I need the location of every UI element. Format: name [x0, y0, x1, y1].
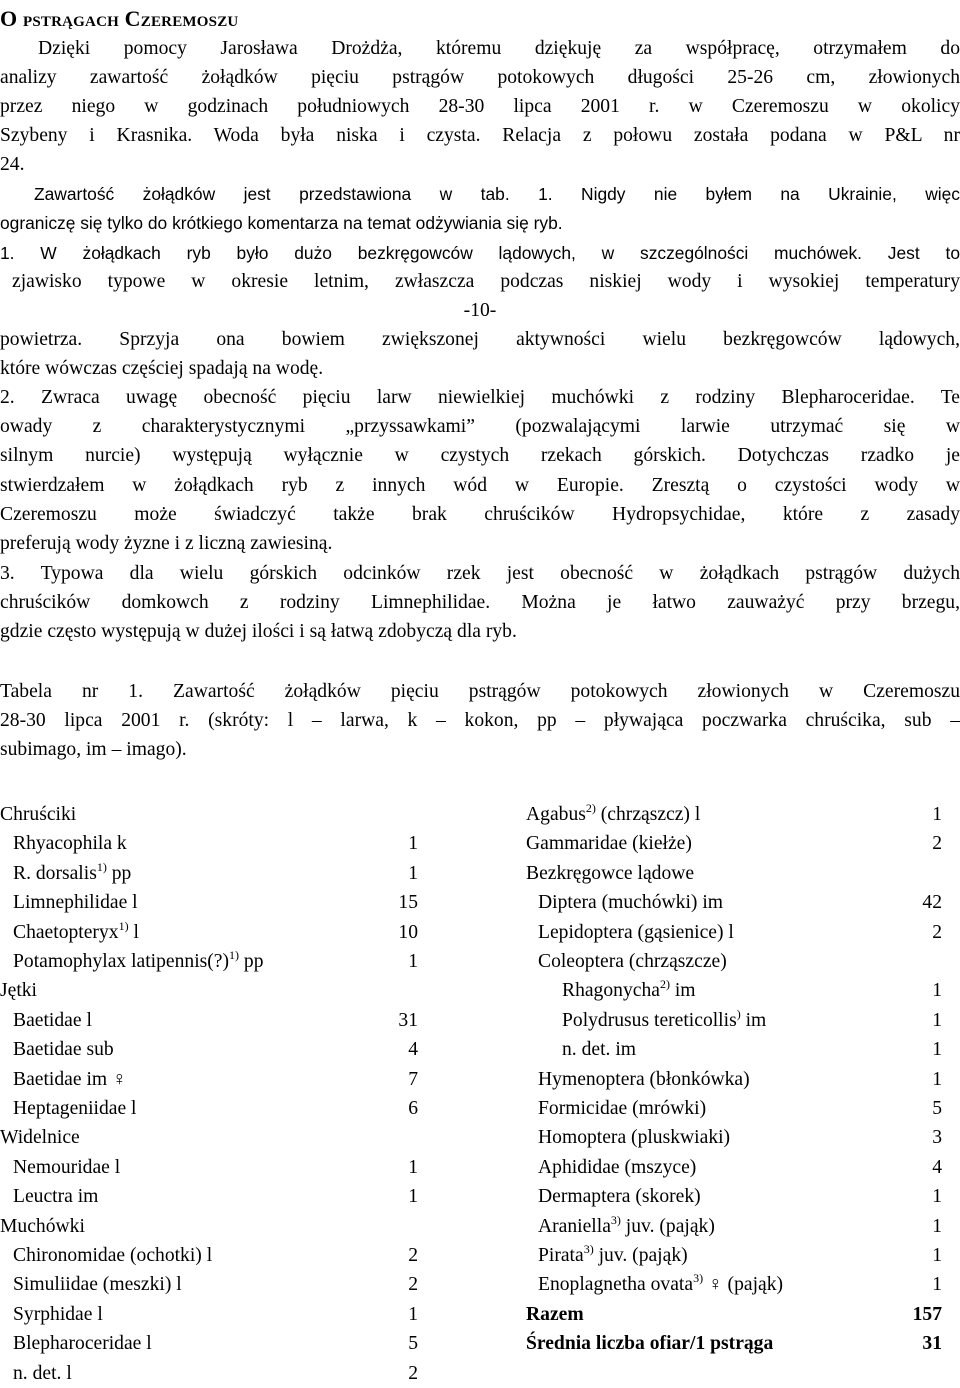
count-value: 1: [932, 1215, 942, 1237]
taxon-label: [0, 980, 37, 1002]
taxon-name: Dermaptera (skorek): [538, 1186, 701, 1208]
taxon-label: [562, 977, 696, 1002]
taxon-suffix: ♀ (pająk): [703, 1274, 784, 1296]
taxon-name: Enoplagnetha ovata: [538, 1274, 694, 1296]
text-line: 1. W żołądkach ryb było dużo bezkręgowców lądowych, w szczególności muchówek. Jest to: [0, 243, 960, 263]
text-line: analizy zawartość żołądków pięciu pstrągów potokowych długości 25-26 cm, złowionych: [0, 67, 960, 88]
count-value: 6: [408, 1098, 418, 1119]
taxon-name: Rhyacophila k: [13, 833, 127, 855]
count-value: 2: [932, 921, 942, 943]
taxon-label: [13, 1245, 212, 1267]
taxon-label: [526, 801, 701, 826]
footnote-marker: 2): [659, 977, 670, 992]
taxon-name: Chaetopteryx: [13, 921, 119, 943]
count-value: 1: [932, 980, 942, 1002]
taxon-name: Gammaridae (kiełże): [526, 833, 692, 855]
count-value: 1: [932, 804, 942, 825]
text-line: ograniczę się tylko do krótkiego komentarza na temat odżywiania się ryb.: [0, 213, 563, 233]
taxon-name: Araniella: [538, 1215, 611, 1237]
count-value: 42: [922, 892, 942, 914]
taxon-label: [13, 1039, 114, 1061]
taxon-name: Leuctra im: [13, 1186, 99, 1208]
footnote-marker: 3): [583, 1242, 594, 1256]
taxon-name: Simuliidae (meszki) l: [13, 1274, 182, 1296]
count-value: 7: [408, 1068, 418, 1090]
footnote-marker: 3): [610, 1212, 621, 1227]
count-value: 5: [408, 1333, 418, 1355]
taxon-name: Diptera (muchówki) im: [538, 892, 724, 914]
taxon-suffix: im: [740, 1009, 767, 1031]
taxon-name: Homoptera (pluskwiaki): [538, 1127, 731, 1149]
footnote-marker: 2): [585, 801, 596, 815]
taxon-label: [13, 1333, 152, 1355]
taxon-name: Agabus: [526, 804, 586, 825]
taxon-name: Lepidoptera (gąsienice) l: [538, 921, 734, 943]
text-line: Tabela nr 1. Zawartość żołądków pięciu pstrągów potokowych złowionych w Czeremoszu: [0, 681, 960, 702]
count-value: 1: [932, 1009, 942, 1031]
taxon-label: [538, 951, 727, 973]
count-value: 157: [912, 1303, 942, 1325]
count-value: 1: [932, 1274, 942, 1296]
taxon-name: Rhagonycha: [562, 980, 660, 1002]
taxon-name: Średnia liczba ofiar/1 pstrąga: [526, 1333, 774, 1355]
taxon-name: Polydrusus tereticollis: [562, 1009, 737, 1031]
text-line: 24.: [0, 154, 25, 175]
taxon-name: Blepharoceridae l: [13, 1333, 152, 1355]
count-value: 1: [408, 1156, 418, 1178]
page-title: O pstrągach Czeremoszu: [0, 6, 239, 31]
text-line: owady z charakterystycznymi „przyssawkami” (pozwalającymi larwie utrzymać się w: [0, 416, 960, 437]
count-value: 1: [408, 833, 418, 855]
taxon-name: Baetidae sub: [13, 1039, 114, 1061]
taxon-label: [538, 1098, 706, 1120]
taxon-label: [13, 918, 139, 944]
taxon-label: [538, 892, 723, 914]
text-line: 3. Typowa dla wielu górskich odcinków rzek jest obecność w żołądkach pstrągów dużych: [0, 563, 960, 584]
taxon-name: R. dorsalis: [13, 862, 97, 884]
count-value: 1: [932, 1245, 942, 1266]
text-line: Dzięki pomocy Jarosława Drożdża, któremu dziękuję za współpracę, otrzymałem do: [38, 38, 960, 59]
taxon-suffix: pp: [106, 862, 132, 884]
text-line: które wówczas częściej spadają na wodę.: [0, 358, 324, 379]
count-value: 1: [932, 1186, 942, 1208]
taxon-name: Coleoptera (chrząszcze): [538, 951, 727, 972]
taxon-name: Potamophylax latipennis(?): [13, 951, 230, 972]
taxon-label: [13, 1186, 98, 1208]
taxon-label: [538, 1271, 784, 1296]
taxon-label: [538, 922, 734, 944]
taxon-name: Formicidae (mrówki): [538, 1098, 707, 1119]
footnote-marker: 1): [118, 918, 129, 933]
taxon-name: Widelnice: [0, 1127, 80, 1149]
text-line: zjawisko typowe w okresie letnim, zwłaszcza podczas niskiej wody i wysokiej temperatury: [12, 271, 960, 292]
count-value: 1: [408, 1303, 418, 1325]
count-value: 31: [922, 1333, 942, 1355]
footnote-marker: 1): [96, 859, 107, 874]
taxon-label: [13, 948, 264, 973]
text-line: subimago, im – imago).: [0, 739, 187, 760]
footnote-marker: 3): [693, 1271, 704, 1286]
taxon-label: [13, 1304, 103, 1326]
count-value: 1: [932, 1039, 942, 1061]
taxon-name: n. det. l: [13, 1362, 72, 1384]
taxon-label: [13, 892, 138, 914]
text-line: 2. Zwraca uwagę obecność pięciu larw niewielkiej muchówki z rodziny Blepharoceridae. Te: [0, 387, 960, 408]
count-value: 31: [398, 1009, 418, 1031]
count-value: 2: [408, 1362, 418, 1384]
text-line: -10-: [463, 300, 497, 321]
text-line: stwierdzałem w żołądkach ryb z innych wód w Europie. Zresztą o czystości wody w: [0, 475, 960, 496]
taxon-label: [0, 1216, 85, 1238]
taxon-label: [562, 1006, 767, 1032]
taxon-name: Muchówki: [0, 1215, 85, 1237]
taxon-name: Nemouridae l: [13, 1156, 121, 1178]
taxon-name: Razem: [526, 1303, 584, 1325]
count-value: 1: [932, 1068, 942, 1090]
taxon-label: [526, 833, 692, 855]
taxon-suffix: juv. (pająk): [593, 1245, 688, 1266]
taxon-label: [538, 1157, 696, 1179]
count-value: 2: [408, 1245, 418, 1266]
footnote-marker: ): [736, 1006, 741, 1021]
text-line: Szybeny i Krasnika. Woda była niska i czysta. Relacja z połowu została podana w P&L nr: [0, 125, 960, 146]
count-value: 4: [932, 1156, 942, 1178]
count-value: 10: [398, 921, 418, 943]
taxon-name: Jętki: [0, 980, 38, 1002]
taxon-label: [526, 1304, 584, 1326]
count-value: 1: [408, 1186, 418, 1208]
taxon-suffix: l: [128, 921, 139, 943]
taxon-label: [538, 1242, 688, 1267]
taxon-suffix: pp: [239, 951, 264, 972]
taxon-suffix: (chrząszcz) l: [595, 804, 701, 825]
taxon-label: [13, 1157, 120, 1179]
count-value: 1: [408, 951, 418, 972]
taxon-label: [538, 1127, 730, 1149]
taxon-label: [538, 1212, 715, 1238]
taxon-label: [13, 1010, 92, 1032]
taxon-name: Chironomidae (ochotki) l: [13, 1245, 213, 1266]
taxon-label: [0, 804, 76, 826]
taxon-label: [13, 1098, 137, 1120]
taxon-name: Syrphidae l: [13, 1303, 103, 1325]
taxon-label: [526, 863, 694, 885]
taxon-suffix: im: [669, 980, 696, 1002]
taxon-label: [13, 833, 127, 855]
taxon-label: [526, 1333, 773, 1355]
taxon-name: Bezkręgowce lądowe: [526, 862, 695, 884]
count-value: 4: [408, 1039, 418, 1061]
taxon-label: [538, 1186, 701, 1208]
taxon-name: n. det. im: [562, 1039, 637, 1061]
taxon-name: Aphididae (mszyce): [538, 1156, 697, 1178]
text-line: Zawartość żołądków jest przedstawiona w tab. 1. Nigdy nie byłem na Ukrainie, więc: [34, 184, 960, 204]
count-value: 2: [932, 833, 942, 855]
text-line: powietrza. Sprzyja ona bowiem zwiększonej aktywności wielu bezkręgowców lądowych,: [0, 329, 960, 350]
text-line: chruścików domkowch z rodziny Limnephilidae. Można je łatwo zauważyć przy brzegu,: [0, 592, 960, 613]
taxon-name: Pirata: [538, 1245, 584, 1266]
taxon-name: Limnephilidae l: [13, 892, 138, 914]
taxon-suffix: juv. (pająk): [620, 1215, 715, 1237]
taxon-name: Chruściki: [0, 804, 77, 825]
text-line: 28-30 lipca 2001 r. (skróty: l – larwa, k – kokon, pp – pływająca poczwarka chruścika, sub –: [0, 710, 960, 731]
count-value: 15: [398, 892, 418, 914]
taxon-label: [13, 1274, 182, 1296]
taxon-label: [0, 1127, 80, 1149]
text-line: preferują wody żyzne i z liczną zawiesiną.: [0, 533, 333, 554]
taxon-name: Hymenoptera (błonkówka): [538, 1068, 750, 1090]
taxon-name: Baetidae l: [13, 1009, 92, 1031]
taxon-label: [13, 1069, 127, 1091]
taxon-label: [562, 1039, 636, 1061]
taxon-label: [13, 1363, 72, 1385]
taxon-name: Heptageniidae l: [13, 1098, 137, 1119]
taxon-name: Baetidae im ♀: [13, 1068, 127, 1090]
text-line: silnym nurcie) występują wyłącznie w czystych rzekach górskich. Dotychczas rzadko je: [0, 445, 960, 466]
text-line: gdzie często występują w dużej ilości i są łatwą zdobyczą dla ryb.: [0, 621, 517, 642]
text-line: Czeremoszu może świadczyć także brak chruścików Hydropsychidae, które z zasady: [0, 504, 960, 525]
count-value: 3: [932, 1127, 942, 1149]
text-line: przez niego w godzinach południowych 28-30 lipca 2001 r. w Czeremoszu w okolicy: [0, 96, 960, 117]
count-value: 1: [408, 862, 418, 884]
count-value: 2: [408, 1274, 418, 1296]
footnote-marker: 1): [229, 948, 240, 962]
count-value: 5: [932, 1098, 942, 1119]
taxon-label: [538, 1069, 750, 1091]
taxon-label: [13, 859, 132, 885]
